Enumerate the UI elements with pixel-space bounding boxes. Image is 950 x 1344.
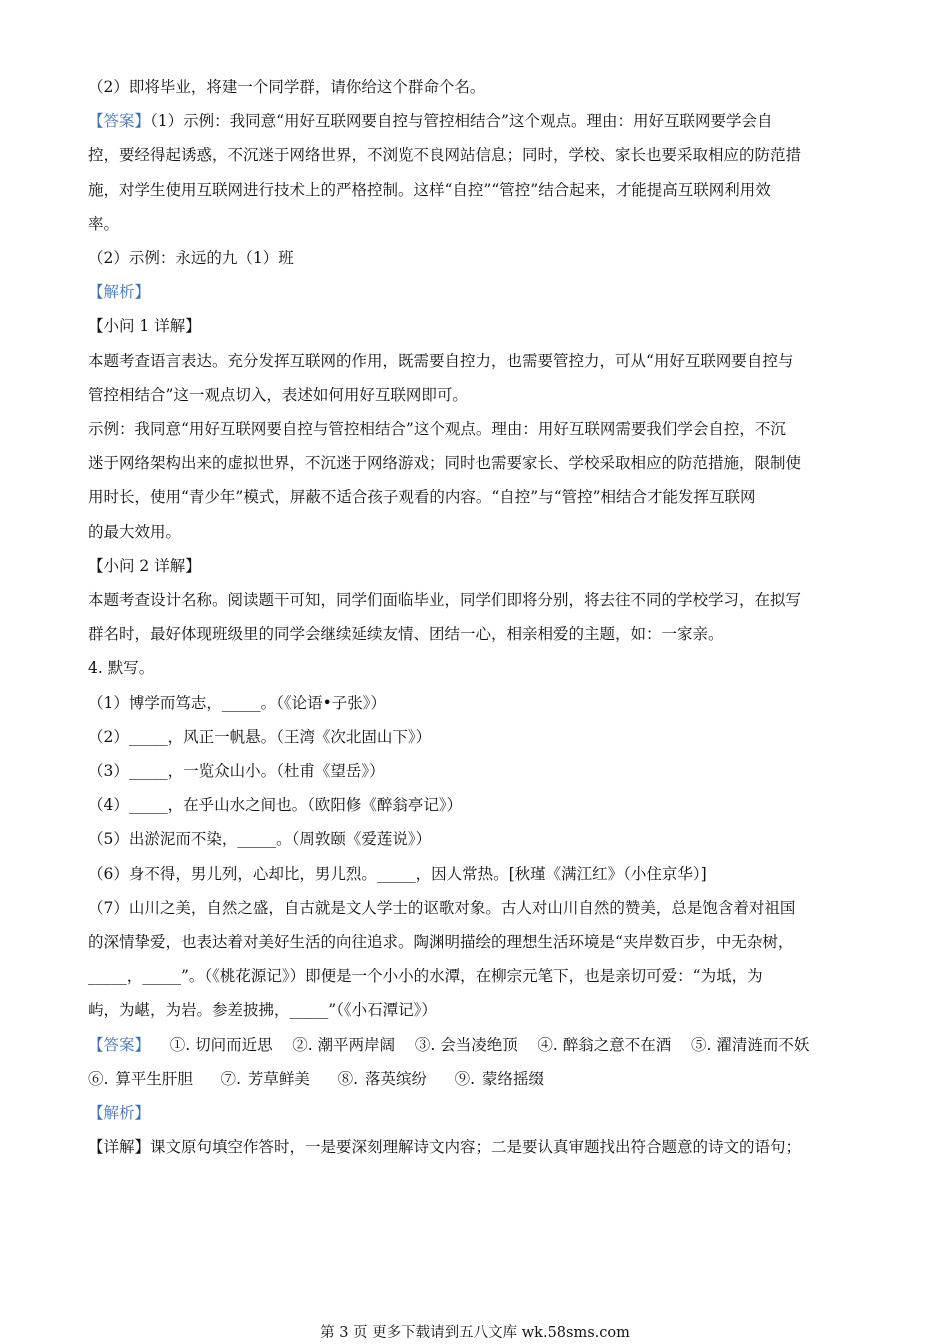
sub-question-1-line: 本题考查语言表达。充分发挥互联网的作用，既需要自控力，也需要管控力，可从“用好互联网要自控与 [88, 351, 794, 370]
page-footer: 第 3 页 更多下载请到五八文库 wk.58sms.com [320, 1325, 630, 1341]
sub-question-2-line: 本题考查设计名称。阅读题干可知，同学们面临毕业，同学们即将分别，将去往不同的学校学习，在拟写 [88, 591, 802, 610]
sub-question-1-line: 示例：我同意“用好互联网要自控与管控相结合”这个观点。理由：用好互联网需要我们学会自控，不沉 [88, 420, 786, 439]
question-4-title: 4. 默写。 [88, 659, 155, 678]
sub-question-1-line: 的最大效用。 [88, 522, 182, 541]
question-3-part-2: （2）即将毕业，将建一个同学群，请你给这个群命个名。 [88, 78, 486, 96]
sub-question-2-title: 【小问 2 详解】 [88, 556, 201, 575]
sub-question-2-line: 群名时，最好体现班级里的同学会继续延续友情、团结一心，相亲相爱的主题，如：一家亲。 [88, 625, 724, 644]
detail-tag: 【详解】 [88, 1138, 151, 1157]
document-page [88, 70, 864, 1165]
question-4-item-7-line: _____，_____”。（《桃花源记》）即便是一个小小的水潭，在柳宗元笔下，也是亲切可爱：“为坻，为 [88, 967, 763, 986]
sub-question-1-title: 【小问 1 详解】 [88, 317, 201, 336]
answer-1-line-4: 率。 [88, 214, 120, 233]
question-4-item: （1）博学而笃志，_____。（《论语•子张》） [88, 693, 387, 712]
answer-1-line-2: 控，要经得起诱惑，不沉迷于网络世界，不浏览不良网站信息；同时，学校、家长也要采取相应的防范措 [88, 146, 802, 165]
sub-question-1-line: 用时长，使用“青少年”模式，屏蔽不适合孩子观看的内容。“自控”与“管控”相结合才能发挥互联网 [88, 488, 756, 507]
sub-question-1-line: 管控相结合”这一观点切入，表述如何用好互联网即可。 [88, 385, 468, 404]
answer-1-line-3: 施，对学生使用互联网进行技术上的严格控制。这样“自控”“管控”结合起来，才能提高互联网利用效 [88, 180, 771, 199]
sub-question-1-line: 迷于网络架构出来的虚拟世界，不沉迷于网络游戏；同时也需要家长、学校采取相应的防范措施，限制使 [88, 454, 802, 473]
answer-2-line-1: 【答案】 ①. 切问而近思 ②. 潮平两岸阔 ③. 会当凌绝顶 ④. 醉翁之意不在酒 ⑤. 濯清涟而不妖 [88, 1035, 810, 1054]
question-4-item: （5）出淤泥而不染，_____。（周敦颐《爱莲说》） [88, 830, 432, 849]
analysis-tag: 【解析】 [88, 1104, 151, 1123]
question-4-item-7-line: 屿，为嵁，为岩。参差披拂，_____”（《小石潭记》） [88, 1001, 437, 1020]
answer-tag: 【答案】 [88, 1035, 151, 1054]
answer-1-part-2: （2）示例：永远的九（1）班 [88, 249, 294, 268]
question-4-item: （3）_____，一览众山小。（杜甫《望岳》） [88, 762, 385, 781]
question-4-item-7-line: （7）山川之美，自然之盛，自古就是文人学士的讴歌对象。古人对山川自然的赞美，总是饱含着对祖国 [88, 898, 796, 917]
question-4-item-7-line: 的深情挚爱，也表达着对美好生活的向往追求。陶渊明描绘的理想生活环境是“夹岸数百步，中无杂树， [88, 933, 794, 952]
analysis-tag: 【解析】 [88, 283, 151, 302]
question-4-item: （4）_____，在乎山水之间也。（欧阳修《醉翁亭记》） [88, 796, 463, 815]
detail-line: 【详解】课文原句填空作答时，一是要深刻理解诗文内容；二是要认真审题找出符合题意的诗文的语句； [88, 1138, 802, 1157]
answer-2-line-2: ⑥. 算平生肝胆 ⑦. 芳草鲜美 ⑧. 落英缤纷 ⑨. 蒙络摇缀 [88, 1069, 545, 1088]
question-4-item: （6）身不得，男儿列，心却比，男儿烈。_____，因人常热。[秋瑾《满江红》（小住京华）] [88, 864, 707, 883]
question-4-item: （2）_____，风正一帆悬。（王湾《次北固山下》） [88, 727, 432, 746]
answer-tag: 【答案】 [88, 112, 151, 131]
answer-1-line-1: 【答案】（1）示例：我同意“用好互联网要自控与管控相结合”这个观点。理由：用好互联网要学会自 [88, 112, 773, 131]
